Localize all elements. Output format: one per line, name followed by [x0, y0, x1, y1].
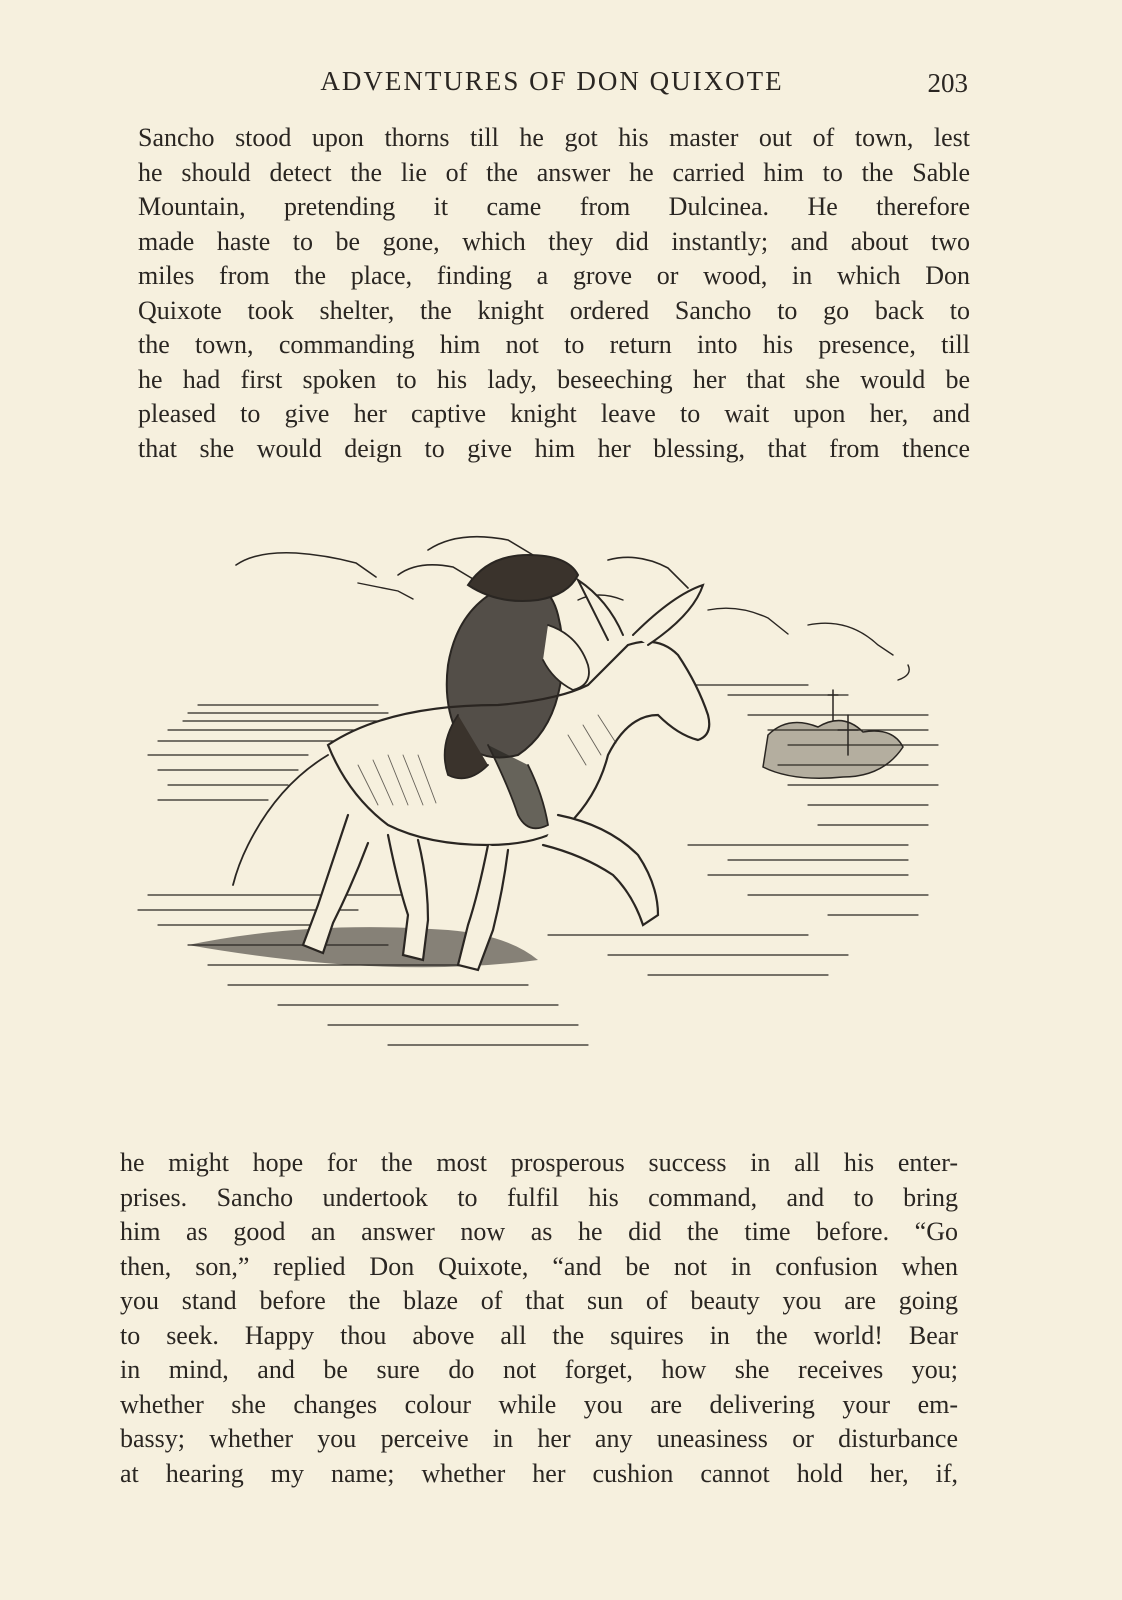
text-line: at hearing my name; whether her cushion cannot hold her, if, — [120, 1458, 958, 1488]
text-line: him as good an answer now as he did the time before. “Go — [120, 1217, 958, 1246]
text-line: the town, commanding him not to return into his presence, till — [138, 330, 970, 359]
page-number: 203 — [927, 68, 968, 98]
text-line: that she would deign to give him her blessing, that from thence — [138, 433, 970, 463]
text-line: then, son,” replied Don Quixote, “and be not in confusion when — [120, 1251, 958, 1281]
sancho-on-donkey-engraving-icon — [128, 515, 958, 1095]
paragraph-bottom — [120, 1146, 958, 1491]
paragraph-top — [138, 121, 970, 466]
text-line: in mind, and be sure do not forget, how she receives you; — [120, 1355, 958, 1384]
text-line: pleased to give her captive knight leave to wait upon her, and — [138, 399, 970, 428]
text-line: to seek. Happy thou above all the squires in the world! Bear — [120, 1320, 958, 1350]
text-line: Mountain, pretending it came from Dulcinea. He therefore — [138, 192, 970, 221]
text-line: he might hope for the most prosperous success in all his enter- — [120, 1148, 958, 1177]
text-line: whether she changes colour while you are delivering your em- — [120, 1389, 958, 1419]
running-title: ADVENTURES OF DON QUIXOTE — [320, 66, 784, 96]
text-line: Sancho stood upon thorns till he got his master out of town, lest — [138, 123, 970, 152]
text-line: he should detect the lie of the answer he carried him to the Sable — [138, 157, 970, 187]
text-line: bassy; whether you perceive in her any uneasiness or disturbance — [120, 1424, 958, 1453]
text-line: he had first spoken to his lady, beseeching her that she would be — [138, 364, 970, 394]
text-line: miles from the place, finding a grove or wood, in which Don — [138, 261, 970, 290]
text-line: Quixote took shelter, the knight ordered Sancho to go back to — [138, 295, 970, 325]
text-line: you stand before the blaze of that sun of beauty you are going — [120, 1286, 958, 1315]
text-line: prises. Sancho undertook to fulfil his command, and to bring — [120, 1182, 958, 1212]
running-head — [136, 66, 968, 102]
text-line: made haste to be gone, which they did instantly; and about two — [138, 226, 970, 256]
